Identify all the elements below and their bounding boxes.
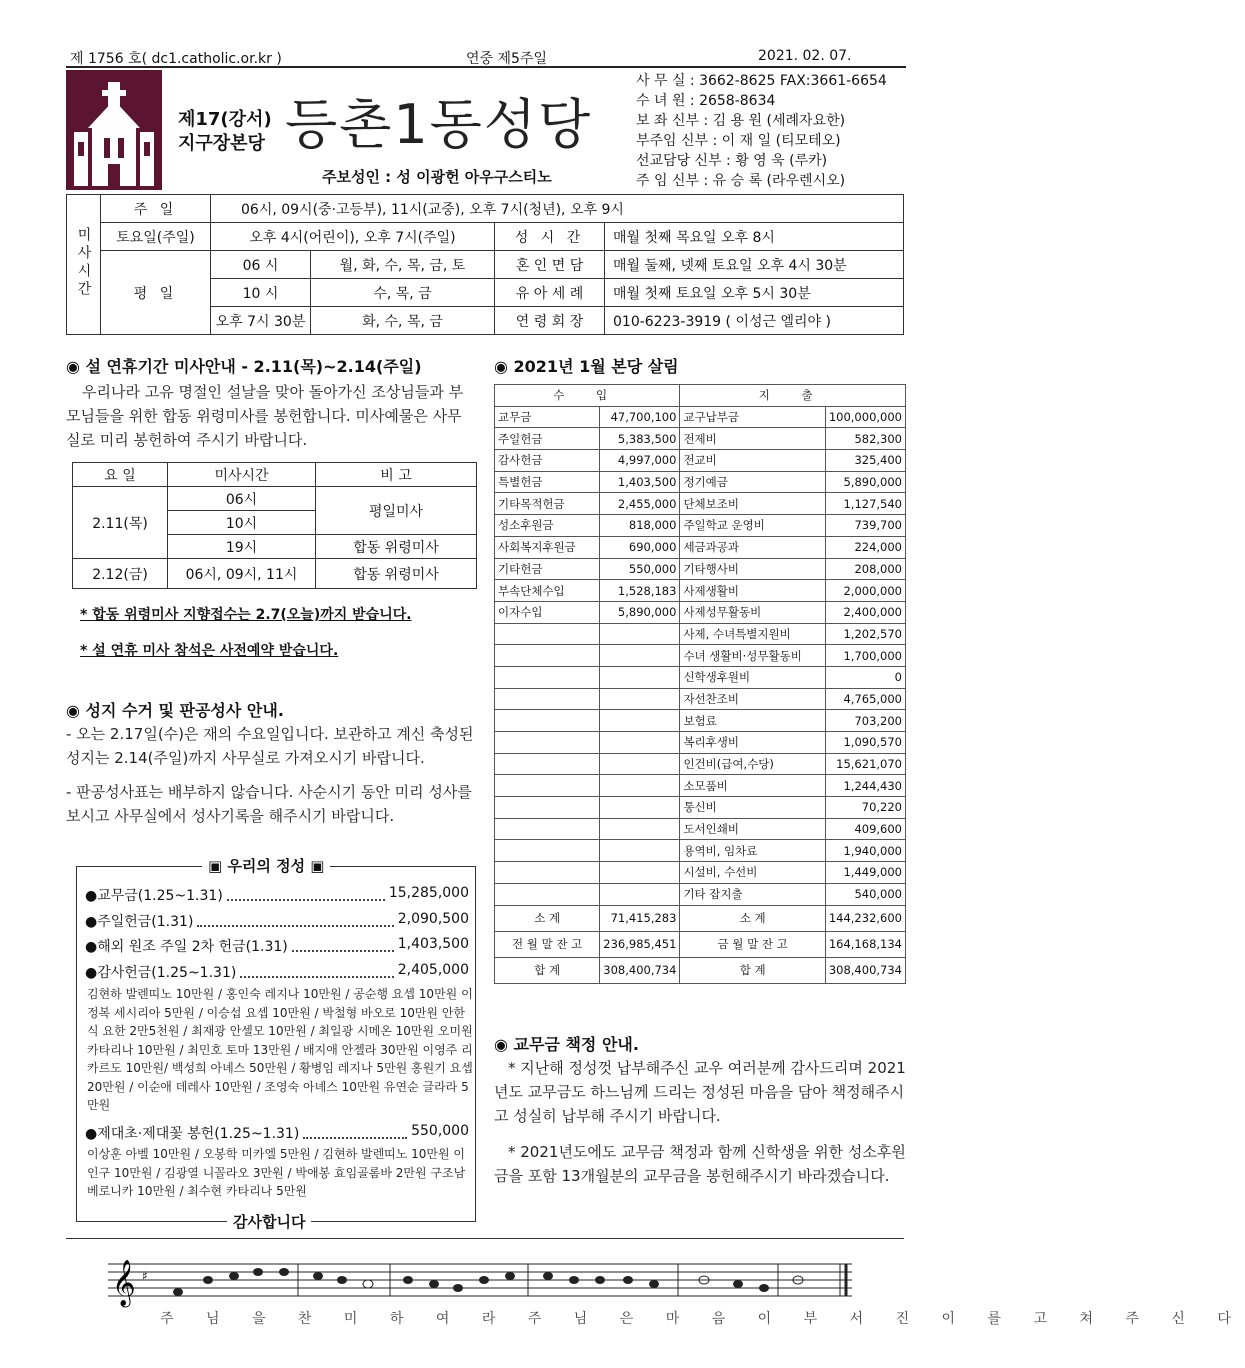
expense-label: 전제비 — [680, 428, 825, 450]
empty-cell — [600, 753, 680, 775]
expense-label: 인건비(급여,수당) — [680, 753, 825, 775]
altar-donor-names: 이상훈 아벨 10만원 / 오봉학 미카엘 5만원 / 김현하 발렌띠노 10만원 이인구 10만원 / 김광열 니꼴라오 3만원 / 박애봉 효임골롬바 2만원 구조남 베로니카 10만원 / 최수현 카타리나 5만원 — [87, 1147, 466, 1198]
income-label: 사회복지후원금 — [495, 536, 600, 558]
empty-cell — [600, 775, 680, 797]
offering-line: ●주일헌금(1.31) 2,090,500 — [85, 911, 469, 930]
expense-label: 자선찬조비 — [680, 688, 825, 710]
income-label: 기타목적헌금 — [495, 493, 600, 515]
issue-bar — [66, 46, 906, 68]
finance-row — [495, 623, 906, 645]
finance-row — [495, 797, 906, 819]
dues-text-2: * 2021년도에도 교무금 책정과 함께 신학생을 위한 성소후원금을 포함 13개월분의 교무금을 봉헌해주시기 바라겠습니다. — [494, 1143, 906, 1185]
expense-amount: 4,765,000 — [825, 688, 905, 710]
seol-note-1: * 합동 위령미사 지향접수는 2.7(오늘)까지 받습니다. — [80, 607, 412, 623]
expense-amount: 540,000 — [825, 883, 905, 905]
relic-text-2: - 판공성사표는 배부하지 않습니다. 사순시기 동안 미리 성사를 보시고 사무실에서 성사기록을 해주시기 바랍니다. — [66, 783, 472, 825]
income-amount: 5,890,000 — [600, 601, 680, 623]
seol-text: 우리나라 고유 명절인 설날을 맞아 돌아가신 조상님들과 부모님들을 위한 합동 위령미사를 봉헌합니다. 미사예물은 사무실로 미리 봉헌하여 주시기 바랍니다. — [66, 383, 464, 449]
finance-row — [495, 471, 906, 493]
expense-amount: 1,940,000 — [825, 840, 905, 862]
finance-row — [495, 601, 906, 623]
mass-schedule-table: 미사시간 주 일 06시, 09시(중·고등부), 11시(교중), 오후 7시(청년), 오후 9시 토요일(주일) 오후 4시(어린이), 오후 7시(주일) 성 시 간 매월 첫째 목요일 오후 8시 평 일 06 시 월, 화, 수, 목, 금, 토 혼 인 면 담 매월 둘째, 넷째 토요일 오후 4시 30분 10 시 수, 목, 금 유 아 세 례 매월 첫째 토요일 오후 5시 30분 오후 7시 30분 화, 수, 목, 금 연 령 회 장 010-6223-3919 ( 이성근 엘리야 ) — [66, 194, 904, 335]
expense-amount: 409,600 — [825, 818, 905, 840]
income-amount: 1,403,500 — [600, 471, 680, 493]
expense-amount: 1,449,000 — [825, 862, 905, 884]
income-label: 부속단체수입 — [495, 580, 600, 602]
finance-row — [495, 428, 906, 450]
expense-label: 전교비 — [680, 450, 825, 472]
total-amount: 308,400,734 — [600, 957, 680, 983]
mass-time-side-label: 미사시간 — [67, 195, 101, 335]
empty-cell — [495, 753, 600, 775]
expense-amount: 1,202,570 — [825, 623, 905, 645]
svg-text:𝄞: 𝄞 — [112, 1260, 136, 1306]
expense-amount: 224,000 — [825, 536, 905, 558]
expense-label: 사제성무활동비 — [680, 601, 825, 623]
total-label: 소 계 — [680, 905, 825, 931]
empty-cell — [495, 775, 600, 797]
office-phone: 사 무 실 : 3662-8625 FAX:3661-6654 — [636, 73, 887, 89]
finance-row — [495, 450, 906, 472]
expense-label: 소모품비 — [680, 775, 825, 797]
finance-row — [495, 645, 906, 667]
expense-label: 시설비, 수선비 — [680, 862, 825, 884]
income-label: 성소후원금 — [495, 515, 600, 537]
pastor-priest: 주 임 신부 : 유 승 록 (라우렌시오) — [636, 173, 846, 189]
expense-amount: 1,700,000 — [825, 645, 905, 667]
income-amount: 1,528,183 — [600, 580, 680, 602]
empty-cell — [495, 710, 600, 732]
empty-cell — [600, 862, 680, 884]
finance-total-row — [495, 957, 906, 983]
income-label: 기타헌금 — [495, 558, 600, 580]
finance-row — [495, 710, 906, 732]
offerings-footer: 감사합니다 — [227, 1211, 311, 1232]
expense-amount: 1,244,430 — [825, 775, 905, 797]
income-amount: 690,000 — [600, 536, 680, 558]
expense-amount: 2,000,000 — [825, 580, 905, 602]
expense-amount: 2,400,000 — [825, 601, 905, 623]
income-label: 주일헌금 — [495, 428, 600, 450]
total-label: 합 계 — [680, 957, 825, 983]
offering-line: ●교무금(1.25~1.31) 15,285,000 — [85, 885, 469, 904]
total-amount: 164,168,134 — [825, 931, 905, 957]
relic-text-1: - 오는 2.17일(수)은 재의 수요일입니다. 보관하고 계신 축성된 성지는 2.14(주일)까지 사무실로 가져오시기 바랍니다. — [66, 725, 474, 767]
finance-row — [495, 515, 906, 537]
finance-row — [495, 406, 906, 428]
finance-row — [495, 536, 906, 558]
seol-note-2: * 설 연휴 미사 참석은 사전예약 받습니다. — [80, 643, 339, 659]
total-amount: 71,415,283 — [600, 905, 680, 931]
income-label: 특별헌금 — [495, 471, 600, 493]
expense-label: 기타행사비 — [680, 558, 825, 580]
income-amount: 550,000 — [600, 558, 680, 580]
total-label: 합 계 — [495, 957, 600, 983]
expense-label: 단체보조비 — [680, 493, 825, 515]
relic-heading: ◉ 성지 수거 및 판공성사 안내. — [66, 701, 284, 720]
income-amount: 47,700,100 — [600, 406, 680, 428]
empty-cell — [495, 818, 600, 840]
sunday-mass: 06시, 09시(중·고등부), 11시(교중), 오후 7시(청년), 오후 9시 — [211, 195, 904, 223]
district-label: 제17(강서) 지구장본당 — [178, 109, 272, 154]
saturday-mass: 오후 4시(어린이), 오후 7시(주일) — [211, 223, 495, 251]
finance-row — [495, 688, 906, 710]
total-amount: 144,232,600 — [825, 905, 905, 931]
total-label: 소 계 — [495, 905, 600, 931]
associate-priest: 부주임 신부 : 이 재 일 (티모테오) — [636, 133, 841, 149]
empty-cell — [600, 732, 680, 754]
empty-cell — [495, 645, 600, 667]
patron-saint: 주보성인 : 성 이광헌 아우구스티노 — [322, 168, 552, 186]
church-icon — [66, 70, 162, 190]
church-logo — [66, 70, 162, 190]
expense-label: 세금과공과 — [680, 536, 825, 558]
finance-row — [495, 732, 906, 754]
expense-amount: 325,400 — [825, 450, 905, 472]
offering-line: ●해외 원조 주일 2차 헌금(1.31) 1,403,500 — [85, 936, 469, 955]
finance-row — [495, 580, 906, 602]
expense-amount: 739,700 — [825, 515, 905, 537]
income-amount: 2,455,000 — [600, 493, 680, 515]
liturgical-week: 연중 제5주일 — [466, 51, 547, 67]
seol-mass-table: 요 일 미사시간 비 고 2.11(목) 06시 평일미사 10시 19시 합동 위령미사 2.12(금) 06시, 09시, 11시 합동 위령미사 — [72, 462, 477, 589]
expense-amount: 582,300 — [825, 428, 905, 450]
total-amount: 236,985,451 — [600, 931, 680, 957]
empty-cell — [600, 645, 680, 667]
finance-row — [495, 883, 906, 905]
empty-cell — [600, 688, 680, 710]
expense-label: 신학생후원비 — [680, 666, 825, 688]
bottom-divider — [66, 1238, 904, 1239]
expense-amount: 15,621,070 — [825, 753, 905, 775]
empty-cell — [495, 883, 600, 905]
expense-label: 사제, 수녀특별지원비 — [680, 623, 825, 645]
expense-label: 용역비, 임차료 — [680, 840, 825, 862]
offerings-heading: ▣ 우리의 정성 ▣ — [202, 855, 330, 876]
expense-label: 교구납부금 — [680, 406, 825, 428]
income-amount: 5,383,500 — [600, 428, 680, 450]
mission-priest: 선교담당 신부 : 황 영 욱 (루카) — [636, 153, 828, 169]
total-label: 금 월 말 잔 고 — [680, 931, 825, 957]
empty-cell — [495, 797, 600, 819]
finance-total-row — [495, 931, 906, 957]
expense-amount: 703,200 — [825, 710, 905, 732]
finance-row — [495, 753, 906, 775]
expense-label: 사제생활비 — [680, 580, 825, 602]
offerings-box — [76, 857, 476, 1231]
income-label: 이자수입 — [495, 601, 600, 623]
expense-amount: 1,090,570 — [825, 732, 905, 754]
empty-cell — [600, 840, 680, 862]
thanks-donor-names: 김현하 발렌띠노 10만원 / 홍인숙 레지나 10만원 / 공순행 요셉 10만원 이정복 세시리아 5만원 / 이승섭 요셉 10만원 / 박철형 바오로 10만원 안한식 요한 2만5천원 / 최재광 안셀모 10만원 / 최일광 시메온 10만원 오미원 카타리나 10만원 / 최민호 토마 13만원 / 배지애 안젤라 30만원 이영주 리카르도 10만원/ 백성희 아녜스 50만원 / 황병임 레지나 5만원 홍원기 요셉 20만원 / 이순애 데레사 10만원 / 조영숙 아녜스 10만원 유연순 글라라 5만원 — [87, 987, 473, 1112]
empty-cell — [600, 623, 680, 645]
finance-total-row — [495, 905, 906, 931]
expense-amount: 70,220 — [825, 797, 905, 819]
expense-amount: 5,890,000 — [825, 471, 905, 493]
office-info — [636, 71, 887, 191]
empty-cell — [600, 797, 680, 819]
expense-amount: 0 — [825, 666, 905, 688]
finance-row — [495, 862, 906, 884]
parish-title: 등촌1동성당 — [285, 93, 593, 156]
income-amount: 818,000 — [600, 515, 680, 537]
empty-cell — [600, 883, 680, 905]
total-label: 전 월 말 잔 고 — [495, 931, 600, 957]
expense-label: 통신비 — [680, 797, 825, 819]
total-amount: 308,400,734 — [825, 957, 905, 983]
expense-label: 도서인쇄비 — [680, 818, 825, 840]
finance-row — [495, 840, 906, 862]
empty-cell — [495, 688, 600, 710]
empty-cell — [495, 840, 600, 862]
expense-label: 수녀 생활비·성무활동비 — [680, 645, 825, 667]
issue-date: 2021. 02. 07. — [758, 48, 852, 64]
empty-cell — [600, 666, 680, 688]
finance-row — [495, 666, 906, 688]
finance-row — [495, 818, 906, 840]
convent-phone: 수 녀 원 : 2658-8634 — [636, 93, 776, 109]
finance-row — [495, 558, 906, 580]
empty-cell — [495, 623, 600, 645]
empty-cell — [495, 862, 600, 884]
offering-line: ●감사헌금(1.25~1.31) 2,405,000 — [85, 962, 469, 981]
song-lyrics: 주 님 을 찬 미 하 여 라 주 님 은 마 음 이 부 서 진 이 를 고 쳐 주 신 다 — [160, 1311, 1245, 1327]
expense-label: 기타 잡지출 — [680, 883, 825, 905]
expense-label: 정기예금 — [680, 471, 825, 493]
finance-row — [495, 775, 906, 797]
expense-label: 주일학교 운영비 — [680, 515, 825, 537]
seol-heading: ◉ 설 연휴기간 미사안내 - 2.11(목)~2.14(주일) — [66, 357, 422, 376]
offering-line: ●제대초·제대꽃 봉헌(1.25~1.31) 550,000 — [85, 1123, 469, 1142]
finance-heading: ◉ 2021년 1월 본당 살림 — [494, 357, 679, 376]
finance-table: 수 입 지 출 교무금 47,700,100 교구납부금 100,000,000 주일헌금 5,383,500 전제비 582,300 감사헌금 4,997,000 전교비 325,400 특별헌금 1,403,500 정기예금 5,890,000 기타목적헌금 2,455,000 단체보조비 1,127,540 성소후원금 818,000 주일학교 운영비 739,700 사회복지후원금 690,000 세금과공과 224,000 기타헌금 550,000 기타행사비 208,000 부속단체수입 1,528,183 사제생활비 2,000,000 이자수입 5,890,000 사제성무활동비 2,400,000 사제, 수녀특별지원비 1,202,570 수녀 생활비·성무활동비 1,700,000 신학생후원비 0 자선찬조비 4,765,000 보험료 703,200 복리후생비 1,090,570 인건비(급여,수당) 15,621,070 소모품비 1,244,430 통신비 70,220 도서인쇄비 409,600 용역비, 임차료 1,940,000 시설비, 수선비 1,449,000 기타 잡지출 540,000 소 계 71,415,283 소 계 144,232,600 전 월 말 잔 고 236,985,451 금 월 말 잔 고 164,168,134 합 계 308,400,734 합 계 308,400,734 — [494, 384, 906, 984]
income-label: 교무금 — [495, 406, 600, 428]
expense-label: 복리후생비 — [680, 732, 825, 754]
empty-cell — [495, 666, 600, 688]
expense-amount: 100,000,000 — [825, 406, 905, 428]
svg-text:♯: ♯ — [142, 1269, 148, 1283]
issue-number: 제 1756 호( dc1.catholic.or.kr ) — [70, 51, 282, 67]
dues-text-1: * 지난해 정성껏 납부해주신 교우 여러분께 감사드리며 2021년도 교무금도 하느님께 드리는 정성된 마음을 담아 책정해주시고 성실히 납부해 주시기 바랍니다. — [494, 1059, 906, 1125]
expense-amount: 208,000 — [825, 558, 905, 580]
empty-cell — [600, 710, 680, 732]
expense-label: 보험료 — [680, 710, 825, 732]
finance-row — [495, 493, 906, 515]
empty-cell — [495, 732, 600, 754]
expense-amount: 1,127,540 — [825, 493, 905, 515]
empty-cell — [600, 818, 680, 840]
income-label: 감사헌금 — [495, 450, 600, 472]
assistant-priest: 보 좌 신부 : 김 용 원 (세례자요한) — [636, 113, 846, 129]
dues-heading: ◉ 교무금 책정 안내. — [494, 1035, 639, 1054]
income-amount: 4,997,000 — [600, 450, 680, 472]
